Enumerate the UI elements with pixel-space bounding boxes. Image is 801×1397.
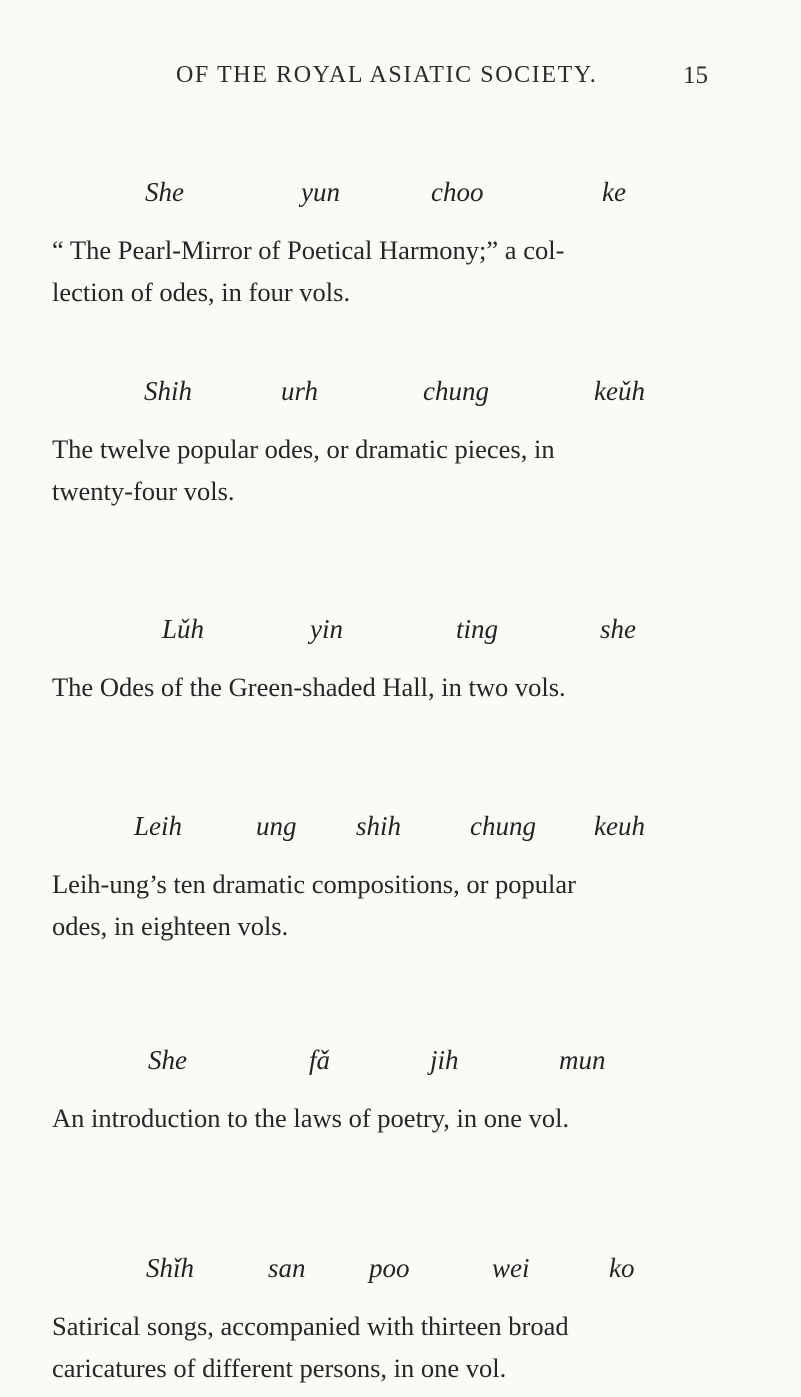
entry-description [52,1097,752,1139]
title-word: She [148,1045,187,1075]
catalogue-entry [52,177,752,313]
catalogue-entry [52,614,752,708]
title-word: yin [310,614,343,644]
romanized-title [52,1253,752,1289]
title-word: ke [602,177,626,207]
romanized-title [52,614,752,650]
entry-description [52,1305,752,1389]
title-word: yun [301,177,340,207]
title-word: keuh [594,811,645,841]
title-word: wei [492,1253,530,1283]
title-word: Shǐh [146,1253,195,1283]
catalogue-entry [52,811,752,947]
catalogue-entry [52,1253,752,1389]
page-number: 15 [683,62,708,89]
description-line: “ The Pearl-Mirror of Poetical Harmony;” a col- [52,235,565,265]
title-word: mun [559,1045,606,1075]
title-word: san [268,1253,306,1283]
title-word: jih [430,1045,459,1075]
title-word: Shih [144,376,193,406]
title-word: shih [356,811,402,841]
title-word: ung [256,811,297,841]
description-line: twenty-four vols. [52,476,235,506]
description-line: lection of odes, in four vols. [52,277,351,307]
title-word: ting [456,614,499,644]
entry-description [52,229,752,313]
romanized-title [52,177,752,213]
title-word: poo [369,1253,410,1283]
catalogue-entry [52,1045,752,1139]
title-word: ko [609,1253,635,1283]
title-word: she [600,614,636,644]
romanized-title [52,376,752,412]
title-word: keǔh [594,376,645,406]
title-word: Leih [134,811,183,841]
description-line: Leih-ung’s ten dramatic compositions, or popular [52,869,576,899]
page-header [0,62,801,98]
description-line: caricatures of different persons, in one vol. [52,1353,507,1383]
entry-description [52,863,752,947]
description-line: odes, in eighteen vols. [52,911,289,941]
title-word: fǎ [309,1045,331,1075]
title-word: urh [281,376,319,406]
running-head: OF THE ROYAL ASIATIC SOCIETY. [176,62,598,88]
romanized-title [52,1045,752,1081]
title-word: chung [423,376,489,406]
title-word: She [145,177,184,207]
description-line: An introduction to the laws of poetry, in one vol. [52,1103,570,1133]
title-word: choo [431,177,484,207]
entry-description [52,428,752,512]
description-line: The twelve popular odes, or dramatic pieces, in [52,434,555,464]
entry-description [52,666,752,708]
description-line: Satirical songs, accompanied with thirteen broad [52,1311,569,1341]
description-line: The Odes of the Green-shaded Hall, in two vols. [52,672,566,702]
romanized-title [52,811,752,847]
title-word: Lǔh [162,614,205,644]
catalogue-entry [52,376,752,512]
title-word: chung [470,811,536,841]
